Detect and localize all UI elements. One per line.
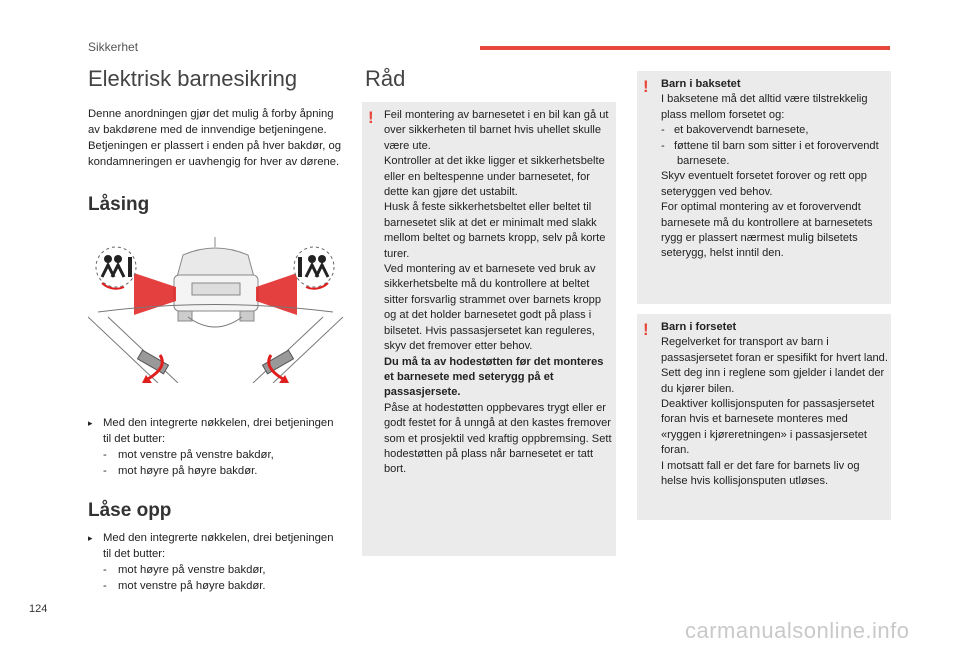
watermark: carmanualsonline.info xyxy=(685,618,910,643)
unlocking-bullet xyxy=(88,530,343,594)
locking-instructions xyxy=(88,415,343,479)
intro-text: Denne anordningen gjør det mulig å forby åpning av bakdørene med de innvendige betjeningene. Betjeningen er plassert i enden på hver bakdør, og kondamneringen er uavhengig for hver av dørene. xyxy=(88,108,342,168)
list-item: - mot høyre på høyre bakdør. xyxy=(103,465,258,477)
page-title: Elektrisk barnesikring xyxy=(88,66,298,91)
warning-icon: ! xyxy=(643,77,649,96)
list-item: - mot venstre på venstre bakdør, xyxy=(103,449,274,461)
advice-text: Feil montering av barnesetet i en bil kan gå ut over sikkerheten til barnet hvis uhellet skulle være ute. Kontroller at det ikke ligger et sikkerhetsbelte eller en beltespenne under barnesetet, for dette kan gjøre det ustabilt. Husk å feste sikkerhetsbeltet eller beltet til barnesetet slik at det er minimalt med slakk mellom beltet og barnets kropp, selv på korte turer. Ved montering av et barnesete ved bruk av sikkerhetsbelte må du kontrollere at beltet sitter forsvarlig strammet over barnets kropp og at det holder barnesetet godt på plass i bilsetet. Hvis passasjersetet kan reguleres, skyv det fremover etter behov. Du må ta av hodestøtten før det monteres et barnesete med seterygg på et passasjersete. Påse at hodestøtten oppbevares trygt eller er godt festet for å unngå at den kastes fremover som et prosjektil ved kraftig oppbremsing. Sett hodestøtten på plass når barnesetet er tatt bort. xyxy=(384,109,612,476)
page-number: 124 xyxy=(29,603,48,615)
advice-title: Råd xyxy=(365,66,406,91)
child-lock-left-icon xyxy=(96,247,136,289)
list-item: - mot høyre på venstre bakdør, xyxy=(103,564,266,576)
front-seat-text: Barn i forsetet Regelverket for transport av barn i passasjersetet foran er spesifikt for hvert land. Sett deg inn i reglene som gjelder i landet der du kjører bilen. Deaktiver kollisjonsputen for passasjersetet foran hvis et barnesete monteres med «ryggen i kjøreretningen» i passasjersetet foran. I motsatt fall er det fare for barnets liv og helse hvis kollisjonsputen utløses. xyxy=(661,321,888,488)
locking-heading: Låsing xyxy=(88,194,150,215)
advice-box-general xyxy=(362,102,616,556)
warning-icon: ! xyxy=(368,108,374,127)
advice-box-rear xyxy=(637,71,891,304)
unlocking-instructions xyxy=(88,530,343,594)
bullet-icon: ▸ xyxy=(88,418,93,428)
header-accent-line xyxy=(480,46,890,50)
unlocking-bullet-text: Med den integrerte nøkkelen, drei betjeningen til det butter: xyxy=(103,532,334,560)
unlocking-heading: Låse opp xyxy=(88,500,172,521)
rear-seat-text: Barn i baksetet I baksetene må det alltid være tilstrekkelig plass mellom forsetet og: - et bakovervendt barnesete, - føttene til barn som sitter i et forovervendt barnesete. Skyv eventuelt forsetet forover og rett opp seteryggen ved behov. For optimal montering av et forovervendt barnesete må du kontrollere at barnesetets rygg er plassert nærmest mulig bilsetets seterygg, helst inntil den. xyxy=(661,78,879,260)
bullet-icon: ▸ xyxy=(88,533,93,543)
child-lock-right-icon xyxy=(294,247,334,289)
list-item: - mot venstre på høyre bakdør. xyxy=(103,580,266,592)
warning-icon: ! xyxy=(643,320,649,339)
child-lock-section xyxy=(88,66,343,216)
car-rear-icon xyxy=(174,237,258,321)
door-switch-illustration xyxy=(88,237,343,383)
advice-box-front xyxy=(637,314,891,520)
locking-bullet xyxy=(88,415,343,479)
section-header: Sikkerhet xyxy=(88,40,139,54)
locking-bullet-text: Med den integrerte nøkkelen, drei betjeningen til det butter: xyxy=(103,417,334,445)
